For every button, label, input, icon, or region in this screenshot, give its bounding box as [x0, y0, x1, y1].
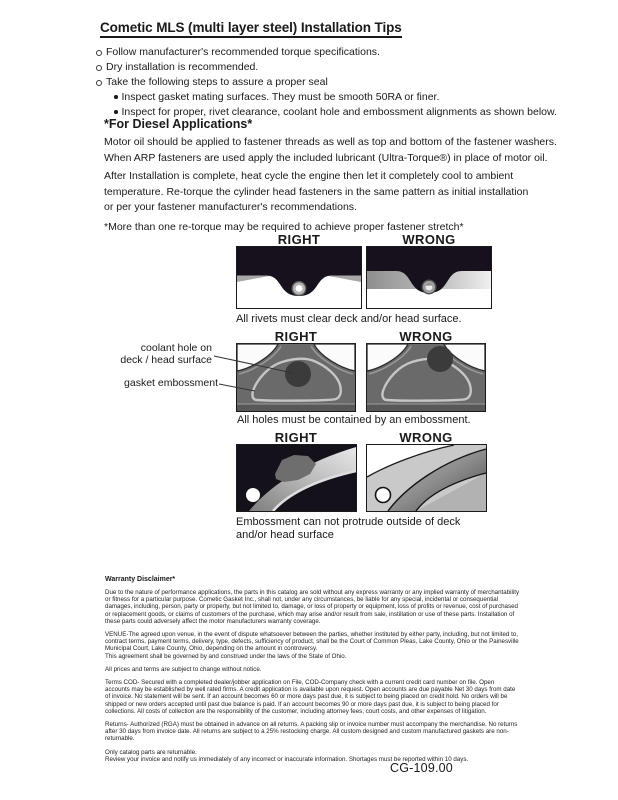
wrong-label: WRONG	[399, 430, 453, 445]
prices-paragraph: All prices and terms are subject to change without notice.	[105, 665, 262, 673]
warranty-paragraph: Due to the nature of performance applications, the parts in this catalog are sold without any express warranty or any implied warranty of merchantability or fitness for a particular purpose. Cometic Gasket Inc., shall not, under any circumstances, be liable for any special, incidental or consequential damages, including, person, party or property, but not limited to, damage, or loss of property or equipment, loss of profits or revenue, cost of purchased or replacement goods, or claims of customers of the purchase, which may arise and/or result from sale, instillation or use of these parts. Installation of these parts could adversely affect the motor manufacturers warranty coverage.	[105, 589, 520, 625]
dot-bullet-icon	[114, 95, 118, 99]
figure-caption: All holes must be contained by an embossment.	[237, 414, 471, 426]
rivet-wrong-diagram	[366, 246, 492, 309]
tip-item	[96, 45, 557, 60]
venue-paragraph: VENUE-The agreed upon venue, in the event of dispute whatsoever between the parties, whether instituted by either party, including, but not limited to, contract terms, payment terms, delivery, type, defects, sufficiency of product, shall be the Court of Common Pleas, Lake County, Ohio or the Painesville Municipal Court, Lake County, Ohio, depending on the amount in controversy. This agreement shall be governed by and construed under the laws of the State of Ohio.	[105, 631, 519, 660]
figure-caption: Embossment can not protrude outside of deck and/or head surface	[236, 516, 461, 541]
terms-paragraph: Terms COD- Secured with a completed dealer/jobber application on File, COD-Company check with a current credit card number on file. Open accounts may be established by well rated firms. A credit application is available upon request. Open accounts are due payable Net 30 days from date of invoice. No statement will be sent. If an account becomes 60 or more days past due, it is subject to being placed on credit hold. No orders will be shipped or new orders accepted until past due balance is paid. If an account becomes 90 or more days past due, it is subject to being placed for collections. All costs of collection are the responsibility of the customer, including attorney fees, court costs, and other expenses of litigation.	[105, 679, 516, 715]
rivet-right-diagram	[236, 246, 362, 309]
warranty-disclaimer	[105, 576, 520, 769]
tip-text: Inspect gasket mating surfaces. They must be smooth 50RA or finer.	[121, 91, 440, 103]
embossment-wrong-diagram	[366, 343, 486, 412]
diesel-heading: *For Diesel Applications*	[104, 117, 253, 131]
dot-bullet-icon	[114, 110, 118, 114]
diesel-paragraph-oil: Motor oil should be applied to fastener threads as well as top and bottom of the fastener washers. When ARP fasteners are used apply the included lubricant (Ultra-Torque®) in place of motor oil.	[104, 136, 557, 164]
figure-rivet-clearance	[236, 232, 496, 332]
returns-paragraph: Returns- Authorized (RGA) must be obtained in advance on all returns. A packing slip or invoice number must accompany the merchandise. No returns after 30 days from invoice date. All returns are subject to a 25% restocking charge. All custom designed and custom manufactured gaskets are non-returnable.	[105, 721, 518, 743]
diesel-paragraph-heat-cycle: After Installation is complete, heat cycle the engine then let it completely cool to ambient temperature. Re-torque the cylinder head fasteners in the same pattern as initial installation or per your fastener manufacturer's recommendations.	[104, 170, 529, 213]
installation-tips-list	[96, 45, 557, 120]
wrong-label: WRONG	[399, 329, 453, 344]
open-bullet-icon	[96, 65, 102, 71]
wrong-label: WRONG	[402, 232, 456, 247]
right-label: RIGHT	[274, 329, 318, 344]
tip-text: Dry installation is recommended.	[106, 61, 259, 73]
protrusion-wrong-diagram	[366, 444, 487, 512]
catalog-returns-paragraph: Only catalog parts are returnable. Review your invoice and notify us immediately of any incorrect or inaccurate information. Shortages must be reported within 10 days.	[105, 748, 469, 763]
right-label: RIGHT	[274, 430, 318, 445]
open-bullet-icon	[96, 50, 102, 56]
embossment-right-diagram	[236, 343, 356, 412]
tip-item	[96, 75, 557, 90]
tip-item	[96, 60, 557, 75]
page-title: Cometic MLS (multi layer steel) Installation Tips	[100, 20, 402, 38]
figure-hole-embossment	[236, 329, 496, 439]
warranty-heading: Warranty Disclaimer*	[105, 576, 176, 583]
right-label: RIGHT	[277, 232, 321, 247]
figure-caption: All rivets must clear deck and/or head surface.	[236, 313, 462, 325]
annotation-coolant-hole: coolant hole on deck / head surface	[120, 342, 212, 366]
tip-text: Follow manufacturer's recommended torque specifications.	[106, 46, 380, 58]
tip-text: Take the following steps to assure a proper seal	[106, 76, 328, 88]
tip-sub-item	[114, 90, 557, 105]
open-bullet-icon	[96, 80, 102, 86]
retorque-note: *More than one re-torque may be required to achieve proper fastener stretch*	[104, 221, 464, 233]
page-code: CG-109.00	[390, 761, 453, 775]
tip-text: Inspect for proper, rivet clearance, coolant hole and embossment alignments as shown below.	[121, 106, 557, 118]
protrusion-right-diagram	[236, 444, 357, 512]
annotation-gasket-embossment: gasket embossment	[124, 377, 218, 389]
figure-embossment-protrusion	[236, 430, 496, 545]
